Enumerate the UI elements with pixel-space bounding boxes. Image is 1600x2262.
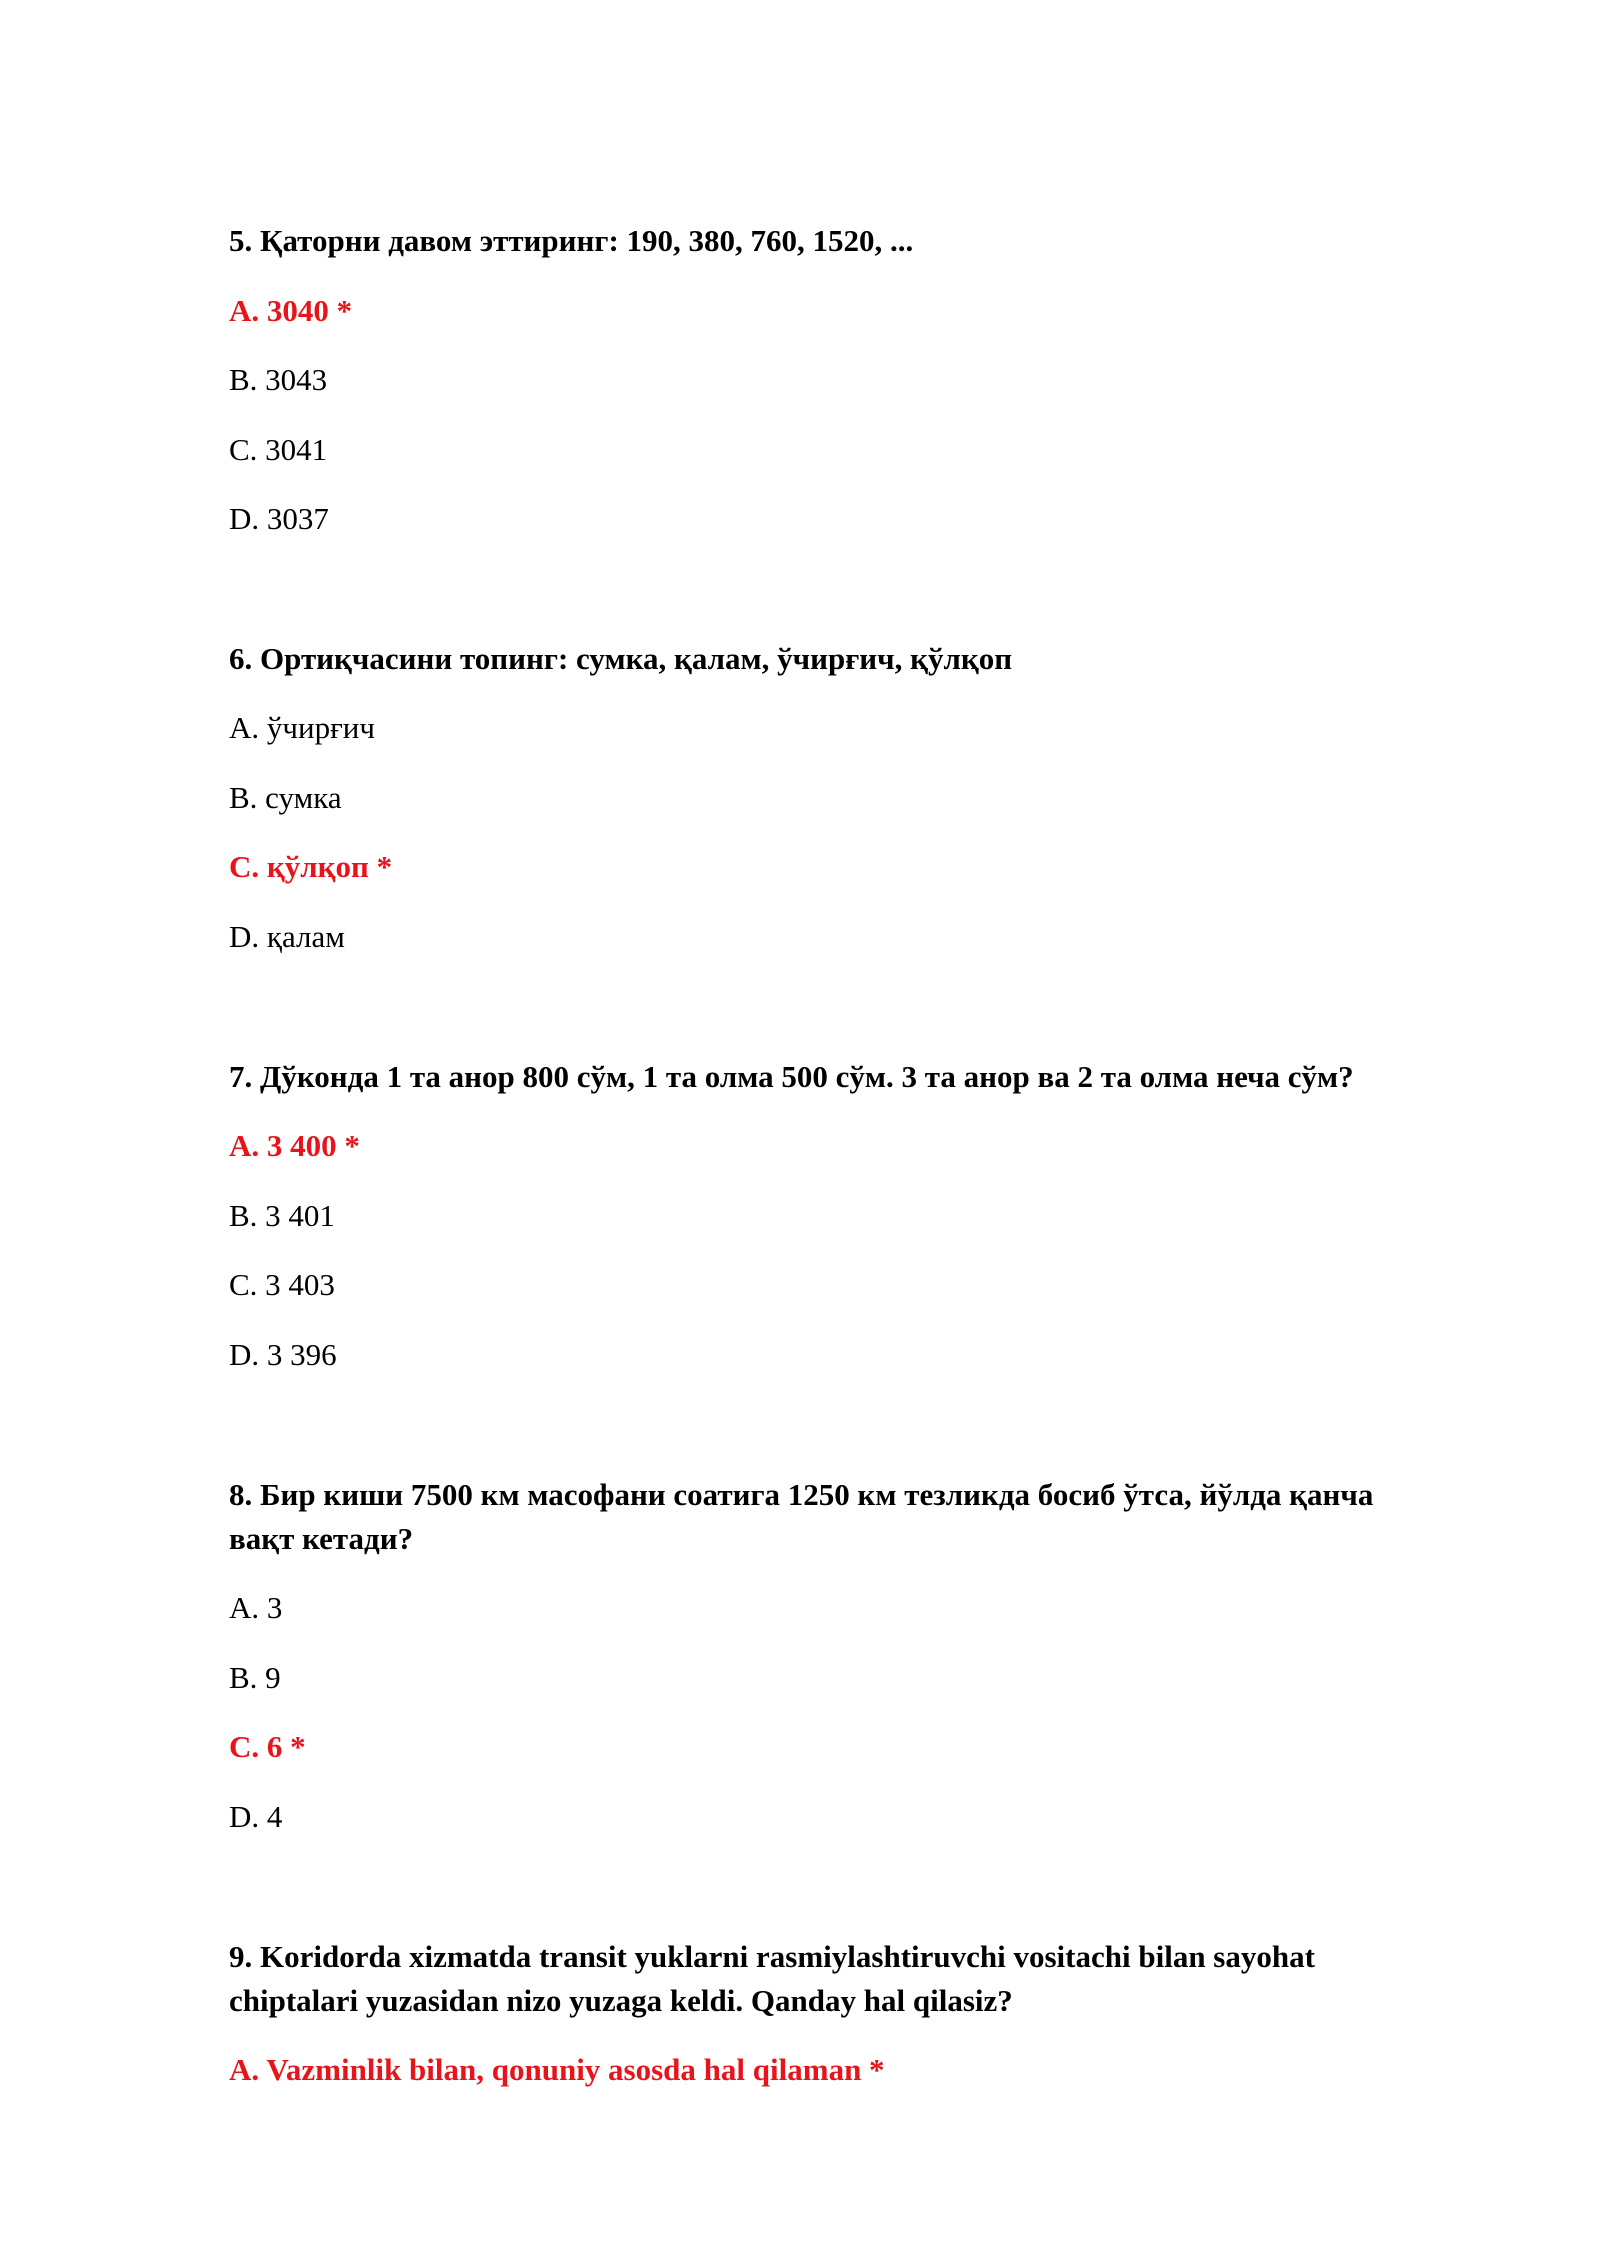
question-9-text-line-2: chiptalari yuzasidan nizo yuzaga keldi. Qanday hal qilasiz? bbox=[229, 1983, 1013, 2018]
question-8-text-line-1: 8. Бир киши 7500 км масофани соатига 1250 км тезликда босиб ўтса, йўлда қанча bbox=[229, 1477, 1374, 1512]
question-9-text-line-1: 9. Koridorda xizmatda transit yuklarni rasmiylashtiruvchi vositachi bilan sayohat bbox=[229, 1939, 1315, 1974]
question-8-option-d: D. 4 bbox=[229, 1799, 283, 1834]
question-8-option-a: A. 3 bbox=[229, 1590, 283, 1625]
question-7-option-b: B. 3 401 bbox=[229, 1198, 335, 1233]
question-6-option-b: B. сумка bbox=[229, 780, 342, 815]
question-6-option-a: A. ўчирғич bbox=[229, 710, 375, 745]
question-8-option-c: C. 6 * bbox=[229, 1729, 306, 1764]
question-7-option-c: C. 3 403 bbox=[229, 1267, 335, 1302]
question-8-text-line-2: вақт кетади? bbox=[229, 1521, 414, 1556]
question-5-option-a: A. 3040 * bbox=[229, 293, 353, 328]
question-7-option-a: A. 3 400 * bbox=[229, 1128, 360, 1163]
question-9-option-a: A. Vazminlik bilan, qonuniy asosda hal qilaman * bbox=[229, 2052, 885, 2087]
question-5-option-b: B. 3043 bbox=[229, 362, 328, 397]
question-7-option-d: D. 3 396 bbox=[229, 1337, 337, 1372]
question-7-text: 7. Дўконда 1 та анор 800 сўм, 1 та олма 500 сўм. 3 та анор ва 2 та олма неча сўм? bbox=[229, 1059, 1354, 1094]
question-8-option-b: B. 9 bbox=[229, 1660, 281, 1695]
question-5-option-c: C. 3041 bbox=[229, 432, 328, 467]
question-5-option-d: D. 3037 bbox=[229, 501, 329, 536]
question-5-text: 5. Қаторни давом эттиринг: 190, 380, 760, 1520, ... bbox=[229, 223, 914, 258]
question-6-option-c: C. қўлқоп * bbox=[229, 849, 393, 884]
question-6-option-d: D. қалам bbox=[229, 919, 345, 954]
question-6-text: 6. Ортиқчасини топинг: сумка, қалам, ўчирғич, қўлқоп bbox=[229, 641, 1013, 676]
